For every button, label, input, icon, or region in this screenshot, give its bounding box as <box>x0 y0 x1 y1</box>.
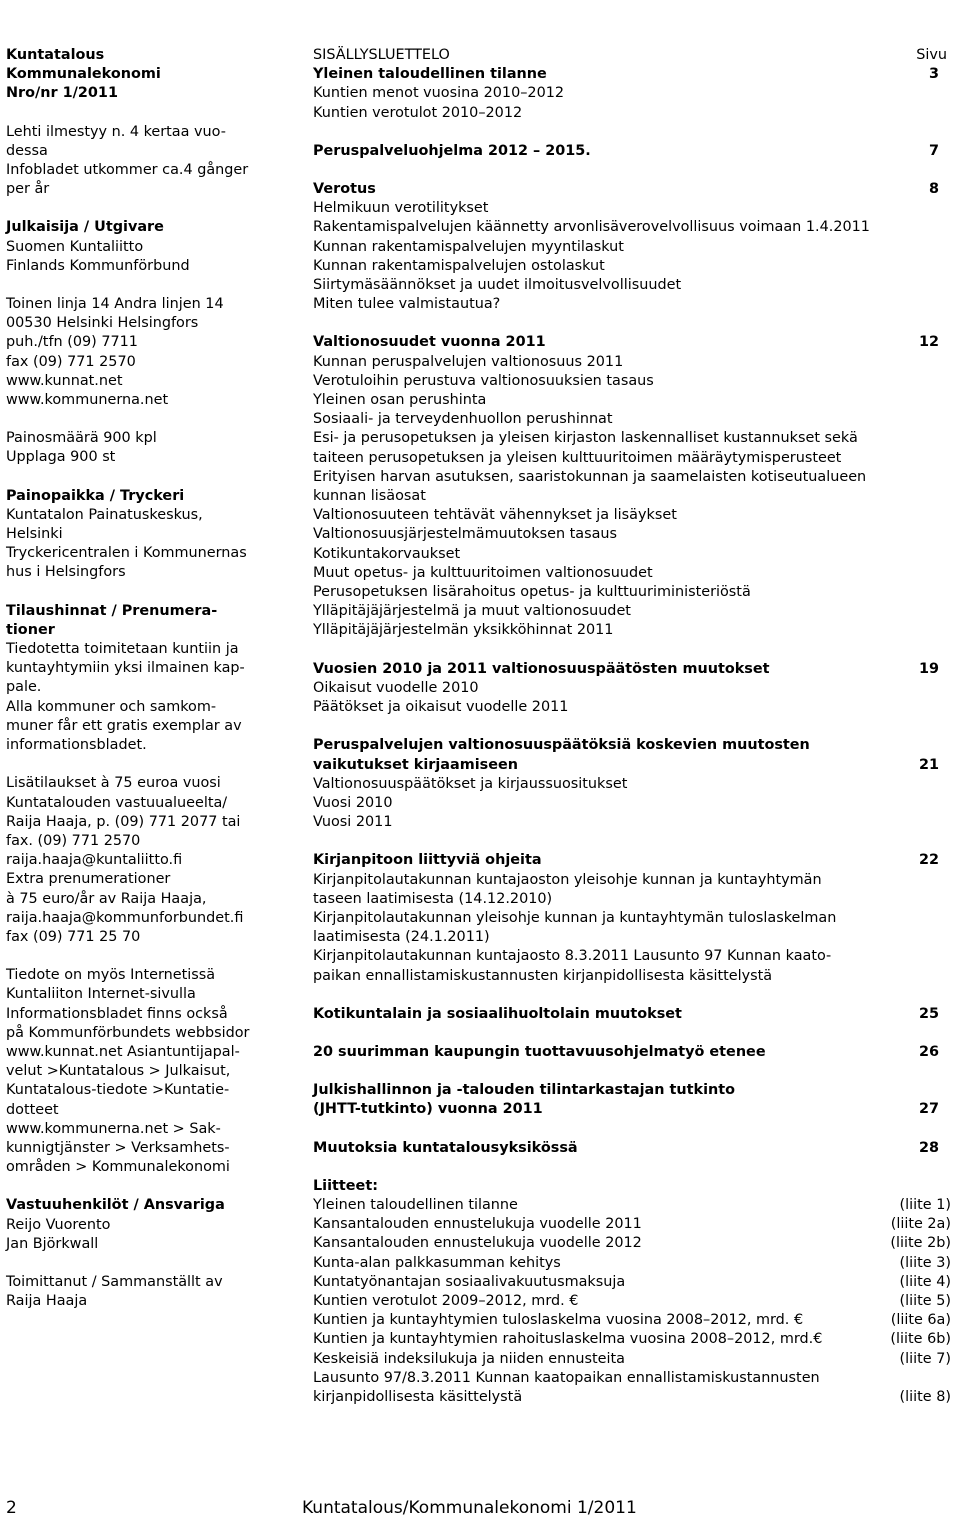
attachment-ref: (liite 8) <box>899 1388 951 1405</box>
toc-section <box>313 851 951 985</box>
toc-subitem: Kuntien menot vuosina 2010–2012 <box>313 85 565 102</box>
colophon-line: Suomen Kuntaliitto <box>6 238 144 255</box>
toc-subitem: kunnan lisäosat <box>313 488 426 505</box>
toc-section-page: 19 <box>918 660 939 677</box>
attachment-row <box>313 1292 951 1311</box>
toc-section <box>313 1005 951 1024</box>
toc-section-page: 25 <box>918 1005 939 1022</box>
toc-section-title-row <box>313 1005 951 1024</box>
toc-section <box>313 333 951 640</box>
toc-subitem: Yleinen osan perushinta <box>313 392 487 409</box>
toc-subitem: Erityisen harvan asutuksen, saaristokunnan ja saamelaisten kotiseutualueen <box>313 468 867 485</box>
colophon-line: kunnigtjänster > Verksamhets- <box>6 1139 230 1156</box>
colophon-line: Kuntatalon Painatuskeskus, <box>6 506 203 523</box>
colophon-line: à 75 euro/år av Raija Haaja, <box>6 890 207 907</box>
toc-section-title: Julkishallinnon ja -talouden tilintarkastajan tutkinto <box>313 1082 736 1099</box>
toc-sections <box>313 65 951 1158</box>
toc-section-page: 8 <box>928 181 939 198</box>
attachment-name: Keskeisiä indeksilukuja ja niiden ennusteita <box>313 1350 625 1367</box>
toc-subitem: Sosiaali- ja terveydenhuollon perushinnat <box>313 411 613 428</box>
colophon-line: Infobladet utkommer ca.4 gånger <box>6 162 249 179</box>
colophon-label: Julkaisija / Utgivare <box>6 219 164 236</box>
toc-section-title-row <box>313 756 951 775</box>
colophon-line: www.kommunerna.net > Sak- <box>6 1120 221 1137</box>
toc-header <box>313 46 951 65</box>
attachment-name: Kuntien ja kuntayhtymien tuloslaskelma vuosina 2008–2012, mrd. € <box>313 1312 804 1329</box>
toc-subitem: Valtionosuuteen tehtävät vähennykset ja lisäykset <box>313 507 677 524</box>
toc-section-title: Yleinen taloudellinen tilanne <box>313 66 547 83</box>
attachment-ref: (liite 6a) <box>890 1312 951 1329</box>
colophon-line: Kuntaliiton Internet-sivulla <box>6 986 196 1003</box>
toc-subitem: Valtionosuusjärjestelmämuutoksen tasaus <box>313 526 618 543</box>
colophon-line: Extra prenumerationer <box>6 871 171 888</box>
colophon-line: Jan Björkwall <box>6 1235 99 1252</box>
toc-subitem: Ylläpitäjäjärjestelmän yksikköhinnat 2011 <box>313 622 614 639</box>
attachment-name: Kansantalouden ennustelukuja vuodelle 2011 <box>313 1216 642 1233</box>
attachments <box>313 1177 951 1407</box>
toc-subitem: Valtionosuuspäätökset ja kirjaussuositukset <box>313 775 628 792</box>
attachment-name: Kuntatyönantajan sosiaalivakuutusmaksuja <box>313 1273 626 1290</box>
toc-subitem: Kirjanpitolautakunnan kuntajaosto 8.3.2011 Lausunto 97 Kunnan kaato- <box>313 948 832 965</box>
colophon-line: informationsbladet. <box>6 737 147 754</box>
colophon-line: Kuntatalous-tiedote >Kuntatie- <box>6 1082 230 1099</box>
colophon-line: fax (09) 771 25 70 <box>6 928 141 945</box>
toc-section <box>313 736 951 832</box>
colophon-line: Kuntatalouden vastuualueelta/ <box>6 794 228 811</box>
colophon-line: Tilaushinnat / Prenumera- <box>6 602 218 619</box>
colophon-line: muner får ett gratis exemplar av <box>6 717 242 734</box>
toc-section <box>313 1081 951 1119</box>
toc-section-page: 28 <box>918 1139 939 1156</box>
toc-subitem: Esi- ja perusopetuksen ja yleisen kirjaston laskennalliset kustannukset sekä <box>313 430 858 447</box>
toc-subitem: Siirtymäsäännökset ja uudet ilmoitusvelvollisuudet <box>313 277 682 294</box>
attachment-row <box>313 1273 951 1292</box>
colophon-line: Painosmäärä 900 kpl <box>6 430 157 447</box>
colophon-publication <box>6 46 296 104</box>
colophon-line: tioner <box>6 621 55 638</box>
colophon-line: Lehti ilmestyy n. 4 kertaa vuo- <box>6 123 226 140</box>
colophon-label: Vastuuhenkilöt / Ansvariga <box>6 1197 225 1214</box>
colophon-line: Raija Haaja, p. (09) 771 2077 tai <box>6 813 241 830</box>
colophon-line: Toimittanut / Sammanställt av <box>6 1273 223 1290</box>
footer-page-number: 2 <box>6 1498 17 1518</box>
toc-subitem: Muut opetus- ja kulttuuritoimen valtionosuudet <box>313 564 653 581</box>
colophon-line: kuntayhtymiin yksi ilmainen kap- <box>6 660 245 677</box>
toc-subitem: Ylläpitäjäjärjestelmä ja muut valtionosuudet <box>313 603 631 620</box>
toc-section-title-row <box>313 1139 951 1158</box>
toc-subitem: Vuosi 2011 <box>313 814 393 831</box>
toc-subitem: Päätökset ja oikaisut vuodelle 2011 <box>313 699 569 716</box>
colophon-line: www.kunnat.net <box>6 372 123 389</box>
toc-subitem: Perusopetuksen lisärahoitus opetus- ja kulttuuriministeriöstä <box>313 584 751 601</box>
toc-section-title-row <box>313 65 951 84</box>
colophon-frequency <box>6 123 296 200</box>
attachment-ref: (liite 1) <box>899 1196 951 1213</box>
toc-section-page: 26 <box>918 1043 939 1060</box>
colophon-line: raija.haaja@kommunforbundet.fi <box>6 909 244 926</box>
colophon-line: Helsinki <box>6 526 63 543</box>
attachment-row <box>313 1369 951 1388</box>
colophon-line: Kuntatalous <box>6 47 105 63</box>
toc-section-page: 21 <box>918 756 939 773</box>
colophon-print-run <box>6 429 296 467</box>
toc-subitem: Kirjanpitolautakunnan yleisohje kunnan ja kuntayhtymän tuloslaskelman <box>313 909 837 926</box>
colophon-line: www.kunnat.net Asiantuntijapal- <box>6 1043 240 1060</box>
toc-subitem: Kunnan rakentamispalvelujen ostolaskut <box>313 257 605 274</box>
toc-heading: SISÄLLYSLUETTELO <box>313 47 450 63</box>
colophon-line: fax. (09) 771 2570 <box>6 832 141 849</box>
toc-section-title: Valtionosuudet vuonna 2011 <box>313 334 546 351</box>
toc-section-title-row <box>313 1043 951 1062</box>
attachment-ref: (liite 2a) <box>890 1216 951 1233</box>
toc-section-title: Verotus <box>313 181 376 198</box>
colophon-line: puh./tfn (09) 7711 <box>6 334 138 351</box>
attachment-name: Lausunto 97/8.3.2011 Kunnan kaatopaikan ennallistamiskustannusten <box>313 1369 820 1386</box>
toc-section-title: Kotikuntalain ja sosiaalihuoltolain muutokset <box>313 1005 682 1022</box>
toc-subitem: taiteen perusopetuksen ja yleisen kulttuuritoimen määräytymisperusteet <box>313 449 842 466</box>
colophon-line: på Kommunförbundets webbsidor <box>6 1024 250 1041</box>
toc-subitem: laatimisesta (24.1.2011) <box>313 929 490 946</box>
colophon-line: Lisätilaukset à 75 euroa vuosi <box>6 775 221 792</box>
toc-section-page: 12 <box>918 334 939 351</box>
colophon-line: www.kommunerna.net <box>6 392 169 409</box>
toc-section <box>313 1043 951 1062</box>
attachments-list <box>313 1196 951 1407</box>
attachment-name: Kuntien verotulot 2009–2012, mrd. € <box>313 1292 579 1309</box>
toc-section-page: 22 <box>918 852 939 869</box>
colophon-line: per år <box>6 181 50 198</box>
toc-subitem: Rakentamispalvelujen käännetty arvonlisäverovelvollisuus voimaan 1.4.2011 <box>313 219 870 236</box>
toc-section-title-row <box>313 180 951 199</box>
colophon-line: Toinen linja 14 Andra linjen 14 <box>6 296 224 313</box>
colophon-line: Nro/nr 1/2011 <box>6 85 118 102</box>
colophon-line: 00530 Helsinki Helsingfors <box>6 315 199 332</box>
colophon-line: Raija Haaja <box>6 1293 88 1310</box>
toc-section <box>313 660 951 718</box>
attachment-name: Kunta-alan palkkasumman kehitys <box>313 1254 561 1271</box>
attachment-name: Yleinen taloudellinen tilanne <box>313 1196 518 1213</box>
colophon-printer-label <box>6 487 296 583</box>
attachment-ref: (liite 6b) <box>890 1331 951 1348</box>
attachment-row <box>313 1234 951 1253</box>
colophon-orders-label <box>6 602 296 756</box>
colophon-address <box>6 295 296 410</box>
colophon-line: fax (09) 771 2570 <box>6 353 136 370</box>
toc-page-heading: Sivu <box>916 47 947 63</box>
toc-subitem: Kuntien verotulot 2010–2012 <box>313 104 523 121</box>
toc-subitem: Kotikuntakorvaukset <box>313 545 461 562</box>
toc-subitem: Oikaisut vuodelle 2010 <box>313 679 479 696</box>
colophon-line: Upplaga 900 st <box>6 449 116 466</box>
toc-section-title: Vuosien 2010 ja 2011 valtionosuuspäätösten muutokset <box>313 660 770 677</box>
toc-section-title: (JHTT-tutkinto) vuonna 2011 <box>313 1101 543 1118</box>
colophon-editor <box>6 1273 296 1311</box>
colophon-line: områden > Kommunalekonomi <box>6 1159 230 1176</box>
attachment-ref: (liite 3) <box>899 1254 951 1271</box>
colophon-line: Tiedote on myös Internetissä <box>6 967 216 984</box>
colophon-line: dotteet <box>6 1101 59 1118</box>
toc-section-page: 3 <box>928 66 939 83</box>
toc-section-title-row <box>313 851 951 870</box>
toc-section <box>313 65 951 123</box>
toc-section-title-row <box>313 1081 951 1100</box>
attachment-ref: (liite 5) <box>899 1292 951 1309</box>
colophon-column <box>6 46 296 1330</box>
toc-subitem: Kunnan rakentamispalvelujen myyntilaskut <box>313 238 624 255</box>
attachment-row <box>313 1196 951 1215</box>
colophon-line: Kommunalekonomi <box>6 66 161 83</box>
colophon-line: hus i Helsingfors <box>6 564 126 581</box>
toc-section-title: Peruspalveluohjelma 2012 – 2015. <box>313 142 591 159</box>
toc-subitem: Helmikuun verotilitykset <box>313 200 489 217</box>
attachment-row <box>313 1388 951 1407</box>
colophon-line: Finlands Kommunförbund <box>6 257 190 274</box>
colophon-line: dessa <box>6 142 48 159</box>
toc-section-title-row <box>313 1100 951 1119</box>
attachments-label: Liitteet: <box>313 1177 378 1194</box>
toc-subitem: taseen laatimisesta (14.12.2010) <box>313 890 553 907</box>
attachment-row <box>313 1215 951 1234</box>
colophon-line: Tiedotetta toimitetaan kuntiin ja <box>6 641 239 658</box>
toc-section-title: 20 suurimman kaupungin tuottavuusohjelmatyö etenee <box>313 1043 766 1060</box>
attachment-name: Kuntien ja kuntayhtymien rahoituslaskelma vuosina 2008–2012, mrd.€ <box>313 1331 823 1348</box>
colophon-line: Alla kommuner och samkom- <box>6 698 217 715</box>
colophon-line: Tryckericentralen i Kommunernas <box>6 545 247 562</box>
attachment-name: kirjanpidollisesta käsittelystä <box>313 1388 523 1405</box>
colophon-line: Informationsbladet finns också <box>6 1005 228 1022</box>
attachment-row <box>313 1311 951 1330</box>
colophon-internet <box>6 966 296 1177</box>
attachment-ref: (liite 7) <box>899 1350 951 1367</box>
colophon-line: velut >Kuntatalous > Julkaisut, <box>6 1063 231 1080</box>
toc-subitem: Kunnan peruspalvelujen valtionosuus 2011 <box>313 353 624 370</box>
toc-section-page: 7 <box>928 142 939 159</box>
attachment-ref: (liite 4) <box>899 1273 951 1290</box>
toc-section-title: Peruspalvelujen valtionosuuspäätöksiä koskevien muutosten <box>313 737 810 754</box>
colophon-publisher-label <box>6 218 296 276</box>
toc-subitem: Miten tulee valmistautua? <box>313 296 501 313</box>
toc-subitem: Kirjanpitolautakunnan kuntajaoston yleisohje kunnan ja kuntayhtymän <box>313 871 822 888</box>
colophon-line: raija.haaja@kuntaliitto.fi <box>6 852 183 869</box>
toc-subitem: Verotuloihin perustuva valtionosuuksien tasaus <box>313 372 654 389</box>
toc-section-title: Muutoksia kuntatalousyksikössä <box>313 1139 578 1156</box>
colophon-line: Reijo Vuorento <box>6 1216 111 1233</box>
toc-subitem: paikan ennallistamiskustannusten kirjanpidollisesta käsittelystä <box>313 967 773 984</box>
attachment-name: Kansantalouden ennustelukuja vuodelle 2012 <box>313 1235 642 1252</box>
attachment-row <box>313 1254 951 1273</box>
toc-subitem: Vuosi 2010 <box>313 794 393 811</box>
toc-section-title-row <box>313 142 951 161</box>
toc-section-page: 27 <box>918 1101 939 1118</box>
toc-section-title-row <box>313 660 951 679</box>
attachment-ref: (liite 2b) <box>890 1235 951 1252</box>
colophon-label: Painopaikka / Tryckeri <box>6 487 185 504</box>
toc-section-title: vaikutukset kirjaamiseen <box>313 756 518 773</box>
colophon-responsible-label <box>6 1196 296 1254</box>
toc-section-title: Kirjanpitoon liittyviä ohjeita <box>313 852 542 869</box>
colophon-extra-orders <box>6 774 296 947</box>
toc-section <box>313 1139 951 1158</box>
toc-section-title-row <box>313 736 951 755</box>
attachment-row <box>313 1330 951 1349</box>
table-of-contents <box>313 46 951 1407</box>
attachment-row <box>313 1350 951 1369</box>
colophon-line: pale. <box>6 679 42 696</box>
footer-publication: Kuntatalous/Kommunalekonomi 1/2011 <box>302 1498 637 1518</box>
toc-section <box>313 180 951 314</box>
toc-section <box>313 142 951 161</box>
toc-section-title-row <box>313 333 951 352</box>
